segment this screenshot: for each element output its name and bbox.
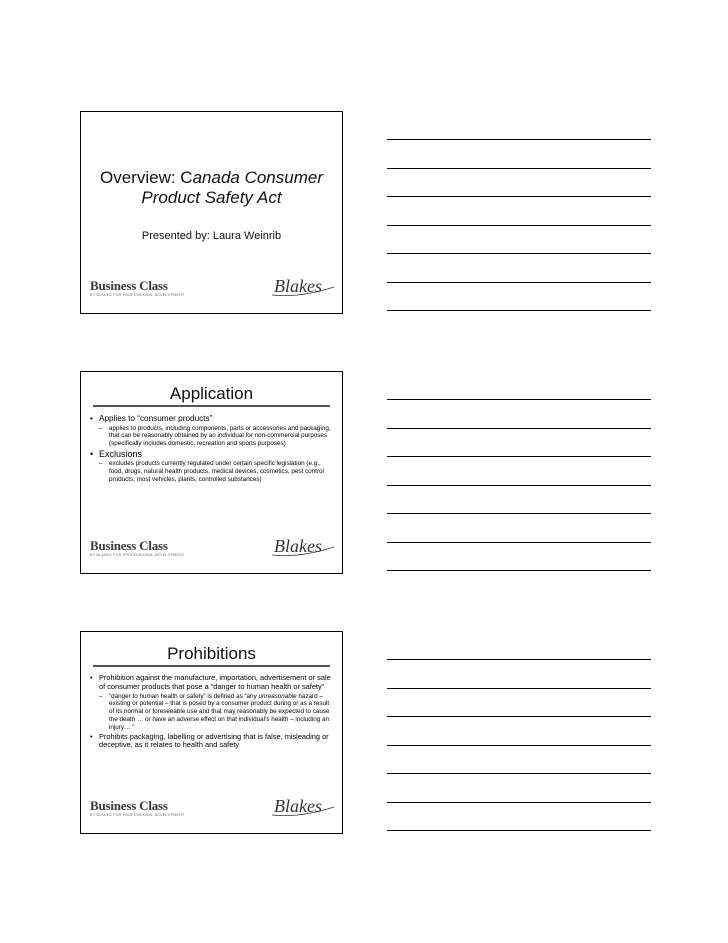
sub-bullet-text: excludes products currently regulated under certain specific legislation (e.g., food, drugs, natural health products, medical devices, cosmetics, pest control products, most vehicles, plants, controlled substances) <box>109 460 324 484</box>
slide-1-title <box>81 168 342 208</box>
notes-line <box>387 225 651 226</box>
dash-icon: – <box>99 460 103 468</box>
blakes-logo <box>270 273 336 299</box>
sub-bullet-text: applies to products, including components, parts or accessories and packaging, that can be reasonably obtained by an individual for non-commercial purposes (specifically includes domestic, recreation and sports purposes) <box>109 424 331 448</box>
slide-3-bullets <box>89 673 334 750</box>
notes-line <box>387 745 651 746</box>
blakes-logo-text: Blakes <box>274 796 322 816</box>
bullet-icon: • <box>90 731 93 741</box>
notes-line <box>387 688 651 689</box>
notes-line <box>387 139 651 140</box>
notes-line <box>387 542 651 543</box>
notes-line <box>387 773 651 774</box>
slide-footer <box>81 276 342 301</box>
sub-bullet-item <box>89 460 334 483</box>
notes-line <box>387 310 651 311</box>
notes-line <box>387 716 651 717</box>
notes-line <box>387 830 651 831</box>
sub-bullet-text-italic: unreasonable <box>258 692 297 700</box>
slide-1-title-part1: Overview: C <box>100 168 193 187</box>
notes-line <box>387 513 651 514</box>
blakes-logo <box>270 533 336 559</box>
bullet-item <box>89 733 334 751</box>
notes-line <box>387 196 651 197</box>
slide-1 <box>80 111 343 314</box>
dash-icon: – <box>99 692 103 700</box>
sub-bullet-text-end: hazard – existing or potential – that is posed by a consumer product during or as a result of its normal or foreseeable use and that may reasonably be expected to cause the death … or have an adverse effect on that individual’s health – including an injury… ” <box>109 692 330 731</box>
notes-line <box>387 428 651 429</box>
bullet-item <box>89 674 334 692</box>
notes-line <box>387 168 651 169</box>
business-class-logo: Business Class <box>90 278 168 293</box>
slide-footer <box>81 796 342 821</box>
bullet-icon: • <box>90 448 94 459</box>
slide-3-title: Prohibitions <box>167 644 256 663</box>
slide-2 <box>80 371 343 574</box>
sub-bullet-item <box>89 693 334 732</box>
notes-line <box>387 802 651 803</box>
notes-line <box>387 282 651 283</box>
bullet-text: Applies to “consumer products” <box>99 414 213 423</box>
business-class-logo: Business Class <box>90 798 168 813</box>
slide-2-title: Application <box>169 384 254 403</box>
blakes-logo-text: Blakes <box>274 276 322 296</box>
slide-3 <box>80 631 343 834</box>
sub-bullet-text-start: “danger to human health or safety” is defined as “any <box>109 692 259 700</box>
slide-1-presenter: Presented by: Laura Weinrib <box>141 230 282 242</box>
business-class-logo: Business Class <box>90 538 168 553</box>
slide-1-title-part2: anada Consumer <box>192 168 323 187</box>
title-divider <box>93 405 330 407</box>
slide-1-title-line2: Product Safety Act <box>141 188 282 207</box>
sub-bullet-item <box>89 425 334 448</box>
bullet-item <box>89 449 334 460</box>
bullet-item <box>89 414 334 424</box>
notes-line <box>387 570 651 571</box>
bullet-text: Prohibition against the manufacture, importation, advertisement or sale of consumer products that pose a “danger to human health or safety” <box>99 673 331 691</box>
business-class-tagline: BY BLAKES FOR PROFESSIONAL DEVELOPMENT <box>90 553 185 557</box>
bullet-text: Exclusions <box>99 448 143 459</box>
bullet-text: Prohibits packaging, labelling or advertising that is false, misleading or deceptive, as it relates to health and safety <box>99 731 329 750</box>
slide-footer <box>81 536 342 561</box>
notes-line <box>387 659 651 660</box>
business-class-tagline: BY BLAKES FOR PROFESSIONAL DEVELOPMENT <box>90 813 185 817</box>
title-divider <box>93 665 330 667</box>
blakes-logo <box>270 793 336 819</box>
dash-icon: – <box>99 424 103 432</box>
notes-line <box>387 485 651 486</box>
notes-line <box>387 253 651 254</box>
notes-line <box>387 456 651 457</box>
notes-line <box>387 399 651 400</box>
blakes-logo-text: Blakes <box>274 536 322 556</box>
bullet-icon: • <box>90 414 93 423</box>
bullet-icon: • <box>90 673 93 682</box>
business-class-tagline: BY BLAKES FOR PROFESSIONAL DEVELOPMENT <box>90 293 185 297</box>
slide-2-bullets <box>89 413 334 485</box>
